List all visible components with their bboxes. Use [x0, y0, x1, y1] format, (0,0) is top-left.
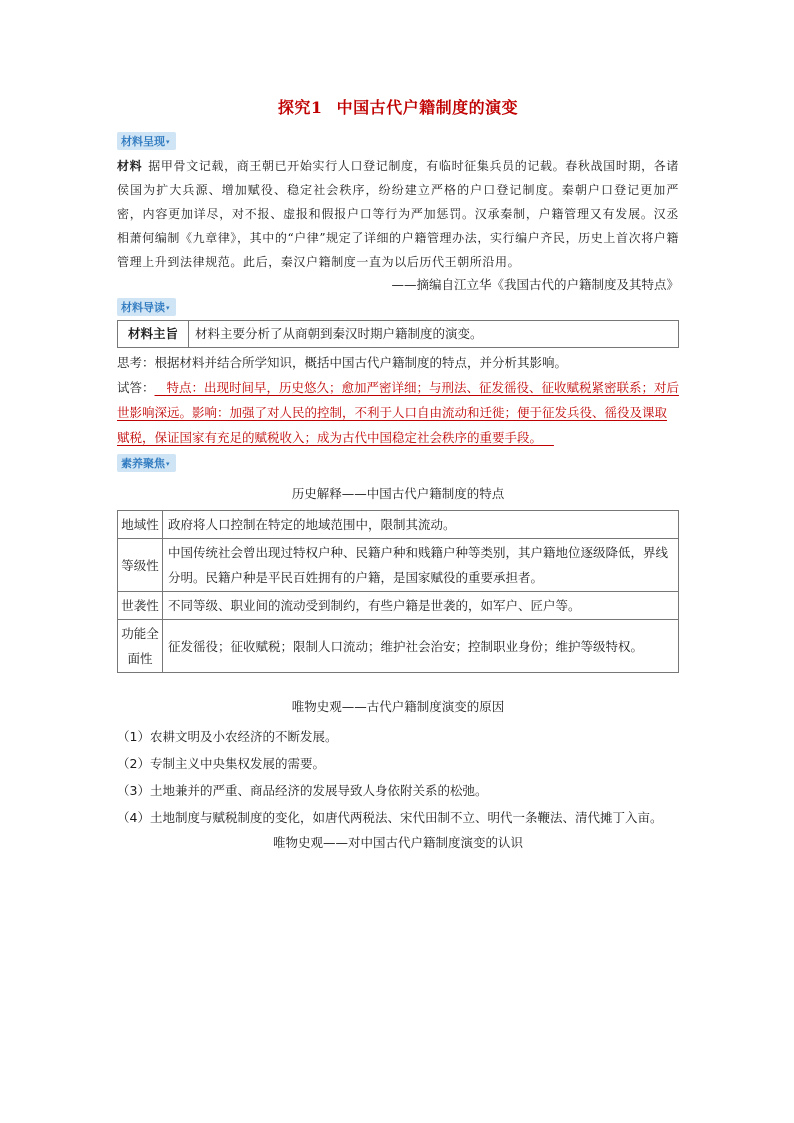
answer-text	[117, 380, 679, 445]
feature-key: 功能全面性	[118, 620, 163, 673]
features-table-title: 历史解释——中国古代户籍制度的特点	[291, 486, 505, 501]
summary-value: 材料主要分析了从商朝到秦汉时期户籍制度的演变。	[189, 321, 679, 348]
reasons-list	[117, 723, 679, 831]
answer-content: 特点：出现时间早，历史悠久；愈加严密详细；与刑法、征发徭役、征收赋税紧密联系；对后世影响深远。影响：加强了对人民的控制，不利于人口自由流动和迁徙；便于征发兵役、徭役及课取赋税，保证国家有充足的赋税收入；成为古代中国稳定社会秩序的重要手段。	[117, 380, 679, 445]
feature-key: 地域性	[118, 511, 163, 539]
feature-key: 世袭性	[118, 592, 163, 620]
table-row	[118, 620, 679, 673]
feature-value: 征发徭役；征收赋税；限制人口流动；维护社会治安；控制职业身份；维护等级特权。	[163, 620, 679, 673]
material-source: ——摘编自江立华《我国古代的户籍制度及其特点》	[391, 277, 679, 292]
title-prefix: 探究1	[277, 98, 323, 117]
material-paragraph	[117, 154, 679, 274]
feature-value: 不同等级、职业间的流动受到制约，有些户籍是世袭的，如军户、匠户等。	[163, 592, 679, 620]
material-summary-table	[117, 320, 679, 348]
features-table	[117, 510, 679, 673]
table-row	[118, 511, 679, 539]
view-title: 唯物史观——对中国古代户籍制度演变的认识	[272, 835, 523, 850]
tag-label: 材料导读	[121, 301, 165, 314]
feature-key: 等级性	[118, 539, 163, 592]
material-guide-tag	[117, 298, 176, 316]
table-row	[118, 539, 679, 592]
table-row	[118, 592, 679, 620]
list-item: （2）专制主义中央集权发展的需要。	[117, 756, 325, 771]
triangle-down-icon: ▾	[166, 460, 170, 468]
list-item: （4）土地制度与赋税制度的变化，如唐代两税法、宋代田制不立、明代一条鞭法、清代摊丁入亩。	[117, 810, 663, 825]
triangle-down-icon: ▾	[166, 138, 170, 146]
summary-key: 材料主旨	[118, 321, 189, 348]
feature-value: 中国传统社会曾出现过特权户种、民籍户种和贱籍户种等类别，其户籍地位逐级降低，界线分明。民籍户种是平民百姓拥有的户籍，是国家赋役的重要承担者。	[163, 539, 679, 592]
reasons-title: 唯物史观——古代户籍制度演变的原因	[291, 699, 505, 714]
tag-label: 素养聚焦	[121, 457, 165, 470]
page-title	[117, 95, 679, 118]
material-text: 据甲骨文记载，商王朝已开始实行人口登记制度，有临时征集兵员的记载。春秋战国时期，各诸侯国为扩大兵源、增加赋役、稳定社会秩序，纷纷建立严格的户口登记制度。秦朝户口登记更加严密，内容更加详尽，对不报、虚报和假报户口等行为严加惩罚。汉承秦制，户籍管理又有发展。汉丞相萧何编制《九章律》，其中的“户律”规定了详细的户籍管理办法，实行编户齐民，历史上首次将户籍管理上升到法律规范。此后，秦汉户籍制度一直为以后历代王朝所沿用。	[117, 159, 679, 269]
table-row	[118, 321, 679, 348]
tag-label: 材料呈现	[121, 135, 165, 148]
material-presentation-tag	[117, 132, 176, 150]
list-item: （3）土地兼并的严重、商品经济的发展导致人身依附关系的松弛。	[117, 783, 488, 798]
document-content	[117, 95, 679, 859]
answer-block	[117, 375, 679, 450]
material-label: 材料	[117, 159, 143, 173]
list-item: （1）农耕文明及小农经济的不断发展。	[117, 729, 338, 744]
question-text: 思考：根据材料并结合所学知识，概括中国古代户籍制度的特点，并分析其影响。	[117, 355, 568, 370]
feature-value: 政府将人口控制在特定的地域范围中，限制其流动。	[163, 511, 679, 539]
literacy-focus-tag	[117, 454, 176, 472]
triangle-down-icon: ▾	[166, 304, 170, 312]
title-main: 中国古代户籍制度的演变	[336, 98, 519, 117]
answer-label: 试答：	[117, 380, 155, 395]
